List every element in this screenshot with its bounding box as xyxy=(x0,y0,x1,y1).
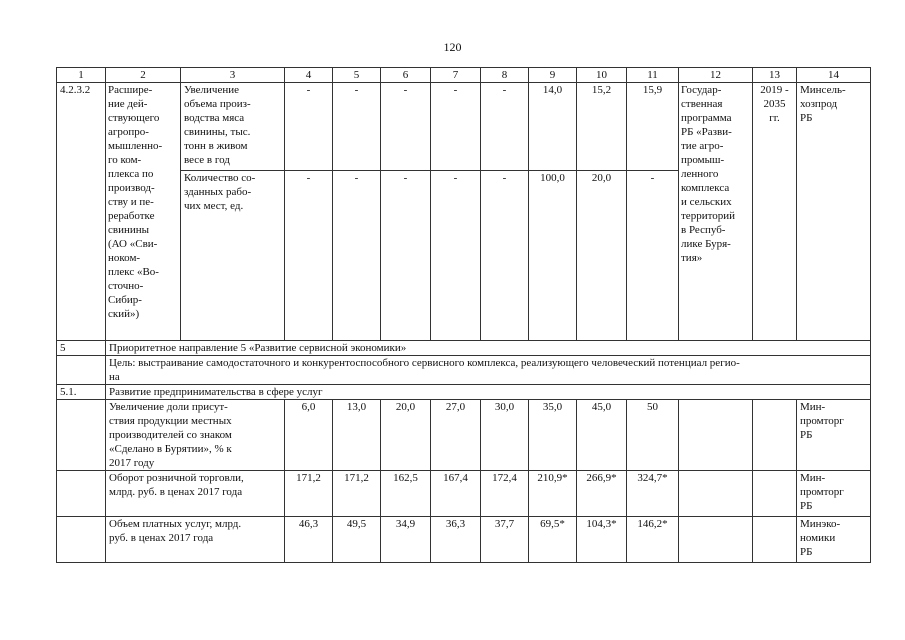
value-cell: 27,0 xyxy=(431,400,481,471)
indicator: Увеличение объема произ- водства мяса свинины, тыс. тонн в живом весе в год xyxy=(181,83,285,171)
col-header: 1 xyxy=(57,68,106,83)
value-cell: 146,2* xyxy=(627,517,679,563)
value-cell: 20,0 xyxy=(381,400,431,471)
value-cell: 324,7* xyxy=(627,471,679,517)
section-number: 5 xyxy=(57,341,106,356)
value-cell: 34,9 xyxy=(381,517,431,563)
subsection-title: Развитие предпринимательства в сфере услуг xyxy=(106,385,871,400)
table-row xyxy=(57,471,871,517)
responsible: Мин- промторг РБ xyxy=(797,471,871,517)
value-cell: 167,4 xyxy=(431,471,481,517)
col-header: 10 xyxy=(577,68,627,83)
value-cell: 15,2 xyxy=(577,83,627,171)
col-header: 6 xyxy=(381,68,431,83)
section-goal: Цель: выстраивание самодостаточного и конкурентоспособного сервисного комплекса, реализующего человеческий потенциал регио- на xyxy=(106,356,871,385)
col-header: 13 xyxy=(753,68,797,83)
value-cell: - xyxy=(285,171,333,341)
col-header: 8 xyxy=(481,68,529,83)
subsection-number: 5.1. xyxy=(57,385,106,400)
value-cell: - xyxy=(627,171,679,341)
value-cell: 172,4 xyxy=(481,471,529,517)
indicator: Оборот розничной торговли, млрд. руб. в ценах 2017 года xyxy=(106,471,285,517)
value-cell: - xyxy=(333,171,381,341)
value-cell: - xyxy=(431,83,481,171)
value-cell: 104,3* xyxy=(577,517,627,563)
value-cell: - xyxy=(285,83,333,171)
col-header: 5 xyxy=(333,68,381,83)
value-cell: 162,5 xyxy=(381,471,431,517)
section-row xyxy=(57,341,871,356)
col-header: 11 xyxy=(627,68,679,83)
indicator: Объем платных услуг, млрд. руб. в ценах 2017 года xyxy=(106,517,285,563)
goal-row xyxy=(57,356,871,385)
page-number: 120 xyxy=(443,40,462,54)
value-cell: 20,0 xyxy=(577,171,627,341)
value-cell: 69,5* xyxy=(529,517,577,563)
value-cell: 171,2 xyxy=(285,471,333,517)
value-cell: 45,0 xyxy=(577,400,627,471)
col-header: 9 xyxy=(529,68,577,83)
col-header: 4 xyxy=(285,68,333,83)
responsible: Мин- промторг РБ xyxy=(797,400,871,471)
row-code: 4.2.3.2 xyxy=(57,83,106,341)
value-cell: 37,7 xyxy=(481,517,529,563)
value-cell: 15,9 xyxy=(627,83,679,171)
value-cell: 36,3 xyxy=(431,517,481,563)
value-cell: 6,0 xyxy=(285,400,333,471)
value-cell: 50 xyxy=(627,400,679,471)
subsection-row xyxy=(57,385,871,400)
column-number-row xyxy=(57,68,871,83)
value-cell: 13,0 xyxy=(333,400,381,471)
value-cell: - xyxy=(431,171,481,341)
value-cell: 100,0 xyxy=(529,171,577,341)
project-name: Расшире- ние дей- ствующего агропро- мышленно- го ком- плекса по производ- ству и пе- реработке свинины (АО «Сви- ноком- плекс «Во- сточно- Сибир- ский») xyxy=(106,83,181,341)
col-header: 12 xyxy=(679,68,753,83)
table-row xyxy=(57,400,871,471)
value-cell: - xyxy=(381,171,431,341)
col-header: 14 xyxy=(797,68,871,83)
col-header: 7 xyxy=(431,68,481,83)
indicator: Количество со- зданных рабо- чих мест, ед. xyxy=(181,171,285,341)
responsible: Минэко- номики РБ xyxy=(797,517,871,563)
table-row xyxy=(57,517,871,563)
value-cell: 266,9* xyxy=(577,471,627,517)
indicator: Увеличение доли присут- ствия продукции местных производителей со знаком «Сделано в Бурятии», % к 2017 году xyxy=(106,400,285,471)
value-cell: 14,0 xyxy=(529,83,577,171)
value-cell: - xyxy=(481,83,529,171)
period: 2019 - 2035 гг. xyxy=(753,83,797,341)
value-cell: - xyxy=(381,83,431,171)
section-title: Приоритетное направление 5 «Развитие сервисной экономики» xyxy=(106,341,871,356)
value-cell: - xyxy=(333,83,381,171)
table-row xyxy=(57,83,871,171)
value-cell: 49,5 xyxy=(333,517,381,563)
value-cell: - xyxy=(481,171,529,341)
program-name: Государ- ственная программа РБ «Разви- тие агро- промыш- ленного комплекса и сельских территорий в Респуб- лике Буря- тия» xyxy=(679,83,753,341)
value-cell: 171,2 xyxy=(333,471,381,517)
col-header: 3 xyxy=(181,68,285,83)
responsible: Минсель- хозпрод РБ xyxy=(797,83,871,341)
col-header: 2 xyxy=(106,68,181,83)
plan-table xyxy=(56,67,871,563)
value-cell: 35,0 xyxy=(529,400,577,471)
value-cell: 46,3 xyxy=(285,517,333,563)
value-cell: 30,0 xyxy=(481,400,529,471)
value-cell: 210,9* xyxy=(529,471,577,517)
